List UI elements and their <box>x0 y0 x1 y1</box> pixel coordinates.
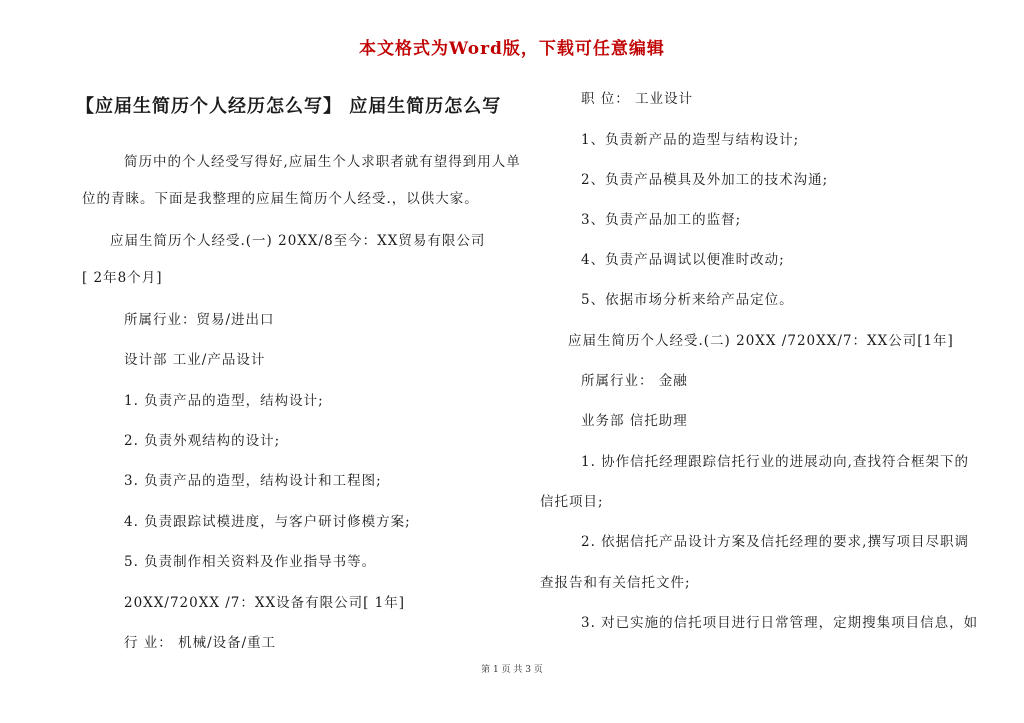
list-item: 5、依据市场分析来给产品定位。 <box>581 292 794 308</box>
list-item: 4. 负责跟踪试模进度，与客户研讨修模方案; <box>124 514 411 530</box>
experience-header: 应届生简历个人经受.(二) 20XX /720XX/7：XX公司[1年] <box>568 333 954 349</box>
paragraph-line: 所属行业： 金融 <box>581 373 688 389</box>
list-item: 1、负责新产品的造型与结构设计; <box>581 132 800 148</box>
list-item: 2. 依据信托产品设计方案及信托经理的要求,撰写项目尽职调 <box>581 534 969 550</box>
list-item: 3. 对已实施的信托项目进行日常管理，定期搜集项目信息，如 <box>581 615 979 631</box>
paragraph-line: 行 业： 机械/设备/重工 <box>124 635 277 651</box>
list-item: 2、负责产品模具及外加工的技术沟通; <box>581 172 829 188</box>
experience-header: 应届生简历个人经受.(一) 20XX/8至今：XX贸易有限公司 <box>110 233 486 249</box>
paragraph-line: 职 位： 工业设计 <box>581 91 694 107</box>
list-item: 1. 协作信托经理跟踪信托行业的进展动向,查找符合框架下的 <box>581 454 969 470</box>
list-item: 2. 负责外观结构的设计; <box>124 433 281 449</box>
page-footer: 第 1 页 共 3 页 <box>481 665 543 675</box>
paragraph-line: 位的青睐。下面是我整理的应届生简历个人经受.，以供大家。 <box>82 191 479 207</box>
paragraph-line: 查报告和有关信托文件; <box>540 575 691 591</box>
paragraph-line: 所属行业：贸易/进出口 <box>124 312 275 328</box>
paragraph-line: [ 2年8个月] <box>82 270 163 286</box>
list-item: 1. 负责产品的造型，结构设计; <box>124 393 324 409</box>
paragraph-line: 业务部 信托助理 <box>581 413 688 429</box>
list-item: 3. 负责产品的造型，结构设计和工程图; <box>124 473 382 489</box>
document-title: 【应届生简历个人经历怎么写】 应届生简历怎么写 <box>76 96 502 117</box>
list-item: 4、负责产品调试以便准时改动; <box>581 252 785 268</box>
paragraph-line: 简历中的个人经受写得好,应届生个人求职者就有望得到用人单 <box>124 154 521 170</box>
list-item: 5. 负责制作相关资料及作业指导书等。 <box>124 554 377 570</box>
paragraph-line: 信托项目; <box>540 494 604 510</box>
paragraph-line: 20XX/720XX /7：XX设备有限公司[ 1年] <box>124 595 406 611</box>
list-item: 3、负责产品加工的监督; <box>581 212 742 228</box>
paragraph-line: 设计部 工业/产品设计 <box>124 352 266 368</box>
format-banner: 本文格式为Word版，下载可任意编辑 <box>359 39 665 59</box>
